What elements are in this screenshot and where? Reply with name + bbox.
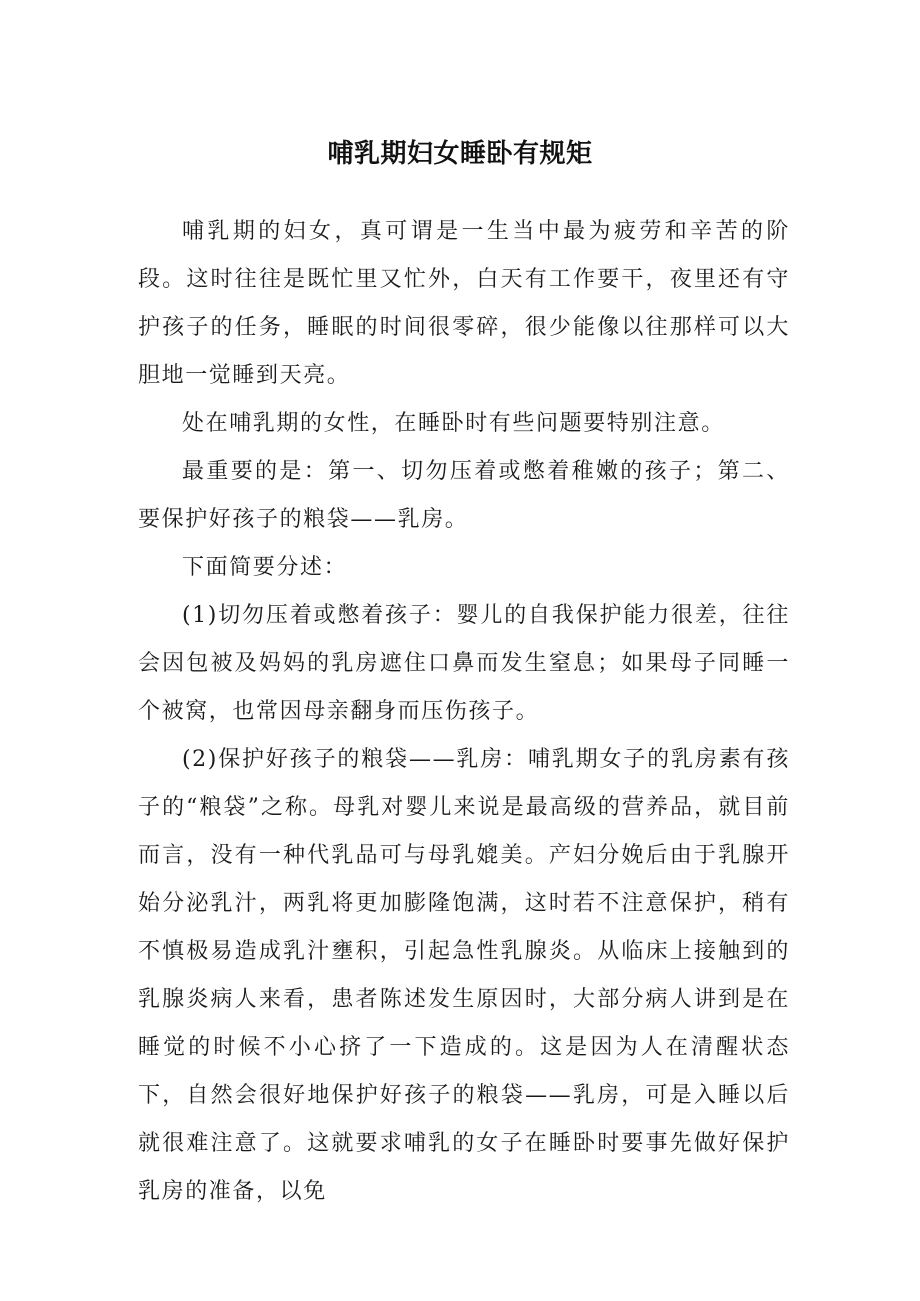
paragraph-intro: 哺乳期的妇女，真可谓是一生当中最为疲劳和辛苦的阶段。这时往往是既忙里又忙外，白天有工作要干，夜里还有守护孩子的任务，睡眠的时间很零碎，很少能像以往那样可以大胆地一觉睡到天亮。 (138, 219, 790, 388)
document-title: 哺乳期妇女睡卧有规矩 (327, 139, 593, 170)
document-body (138, 208, 790, 1216)
paragraph-point-two: (2)保护好孩子的粮袋——乳房：哺乳期女子的乳房素有孩子的“粮袋”之称。母乳对婴儿来说是最高级的营养品，就目前而言，没有一种代乳品可与母乳媲美。产妇分娩后由于乳腺开始分泌乳汁，两乳将更加膨隆饱满，这时若不注意保护，稍有不慎极易造成乳汁壅积，引起急性乳腺炎。从临床上接触到的乳腺炎病人来看，患者陈述发生原因时，大部分病人讲到是在睡觉的时候不小心挤了一下造成的。这是因为人在清醒状态下，自然会很好地保护好孩子的粮袋——乳房，可是入睡以后就很难注意了。这就要求哺乳的女子在睡卧时要事先做好保护乳房的准备，以免 (138, 747, 790, 1204)
paragraph-key-points: 最重要的是：第一、切勿压着或憋着稚嫩的孩子；第二、要保护好孩子的粮袋——乳房。 (138, 459, 790, 532)
paragraph-point-one: (1)切勿压着或憋着孩子：婴儿的自我保护能力很差，往往会因包被及妈妈的乳房遮住口鼻而发生窒息；如果母子同睡一个被窝，也常因母亲翻身而压伤孩子。 (138, 603, 790, 724)
paragraph-outline: 下面简要分述： (182, 555, 348, 580)
paragraph-attention: 处在哺乳期的女性，在睡卧时有些问题要特别注意。 (182, 411, 725, 436)
